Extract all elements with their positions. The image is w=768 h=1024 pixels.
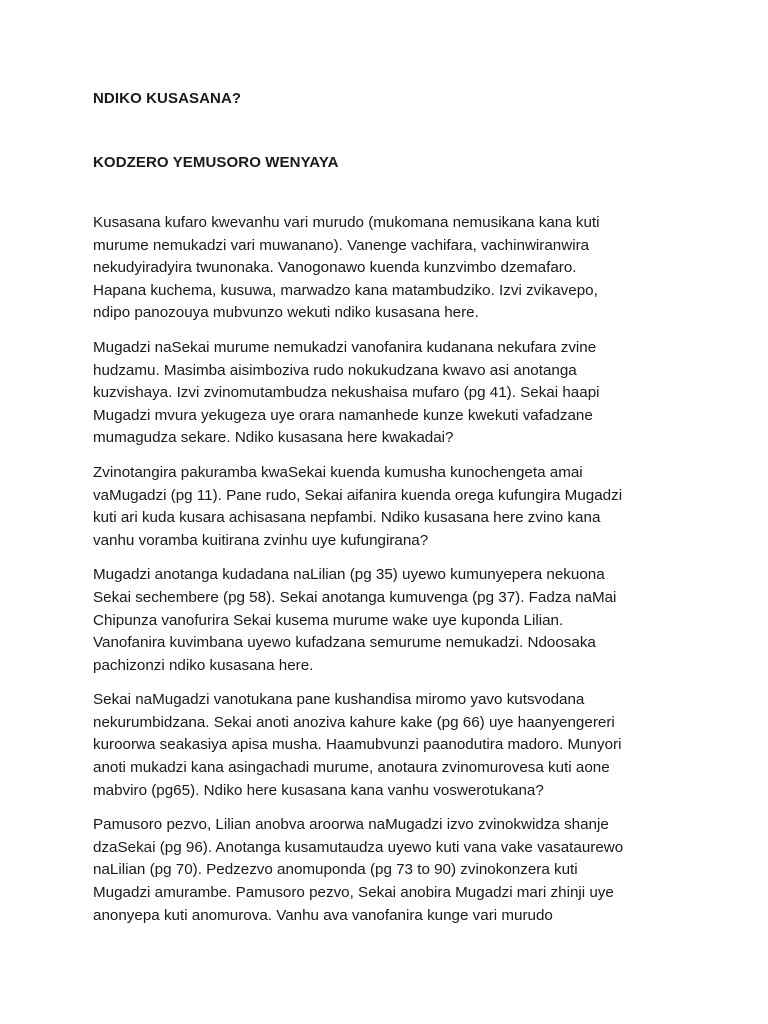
text-line: Mugadzi amurambe. Pamusoro pezvo, Sekai anobira Mugadzi mari zhinji uye [93,884,614,902]
text-line: kuroorwa seakasiya apisa musha. Haamubvunzi paanodutira madoro. Munyori [93,736,622,754]
text-line: murume nemukadzi vari muwanano). Vanenge vachifara, vachinwiranwira [93,236,590,254]
text-line: pachizonzi ndiko kusasana here. [93,656,314,674]
paragraph [93,462,678,552]
text-line: vaMugadzi (pg 11). Pane rudo, Sekai aifanira kuenda orega kufungira Mugadzi [93,486,623,504]
text-line: nekudyiradyira twunonaka. Vanogonawo kuenda kunzvimbo dzemafaro. [93,259,577,277]
text-line: kuzvishaya. Izvi zvinomutambudza nekushaisa mufaro (pg 41). Sekai haapi [93,384,600,402]
text-line: Pamusoro pezvo, Lilian anobva aroorwa naMugadzi izvo zvinokwidza shanje [93,816,609,834]
paragraph [93,564,678,677]
text-line: dzaSekai (pg 96). Anotanga kusamutaudza uyewo kuti vana vake vasataurewo [93,838,624,856]
text-line: anonyepa kuti anomurova. Vanhu ava vanofanira kunge vari murudo [93,906,553,924]
text-line: kuti ari kuda kusara achisasana nepfambi. Ndiko kusasana here zvino kana [93,509,601,527]
paragraph [93,814,678,927]
text-line: naLilian (pg 70). Pedzezvo anomuponda (pg 73 to 90) zvinokonzera kuti [93,861,578,879]
text-line: Mugadzi naSekai murume nemukadzi vanofanira kudanana nekufara zvine [93,338,597,356]
document-body [93,212,678,939]
text-line: Mugadzi anotanga kudadana naLilian (pg 35) uyewo kumunyepera nekuona [93,566,605,584]
text-line: Kusasana kufaro kwevanhu vari murudo (mukomana nemusikana kana kuti [93,214,600,231]
text-line: Sekai naMugadzi vanotukana pane kushandisa miromo yavo kutsvodana [93,691,585,709]
text-line: Vanofanira kuvimbana uyewo kufadzana semurume nemukadzi. Ndoosaka [93,634,596,652]
paragraph [93,689,678,802]
text-line: Mugadzi mvura yekugeza uye orara namanhede kunze kwekuti vafadzane [93,406,593,424]
text-line: Hapana kuchema, kusuwa, marwadzo kana matambudziko. Izvi zvikavepo, [93,281,598,299]
text-line: hudzamu. Masimba aisimboziva rudo nokukudzana kwavo asi anotanga [93,361,577,379]
paragraph [93,337,678,450]
document-title: NDIKO KUSASANA? [93,90,242,107]
text-line: vanhu voramba kuitirana zvinhu uye kufungirana? [93,531,429,549]
text-line: mumagudza sekare. Ndiko kusasana here kwakadai? [93,429,454,447]
text-line: mabviro (pg65). Ndiko here kusasana kana vanhu voswerotukana? [93,781,544,799]
text-line: Sekai sechembere (pg 58). Sekai anotanga kumuvenga (pg 37). Fadza naMai [93,588,617,606]
paragraph [93,212,678,325]
text-line: Chipunza vanofurira Sekai kusema murume wake uye kuponda Lilian. [93,611,564,629]
text-line: ndipo panozouya mubvunzo wekuti ndiko kusasana here. [93,304,479,322]
document-subtitle: KODZERO YEMUSORO WENYAYA [93,154,339,171]
text-line: Zvinotangira pakuramba kwaSekai kuenda kumusha kunochengeta amai [93,463,583,481]
text-line: nekurumbidzana. Sekai anoti anoziva kahure kake (pg 66) uye haanyengereri [93,713,615,731]
text-line: anoti mukadzi kana asingachadi murume, anotaura zvinomurovesa kuti aone [93,759,610,777]
